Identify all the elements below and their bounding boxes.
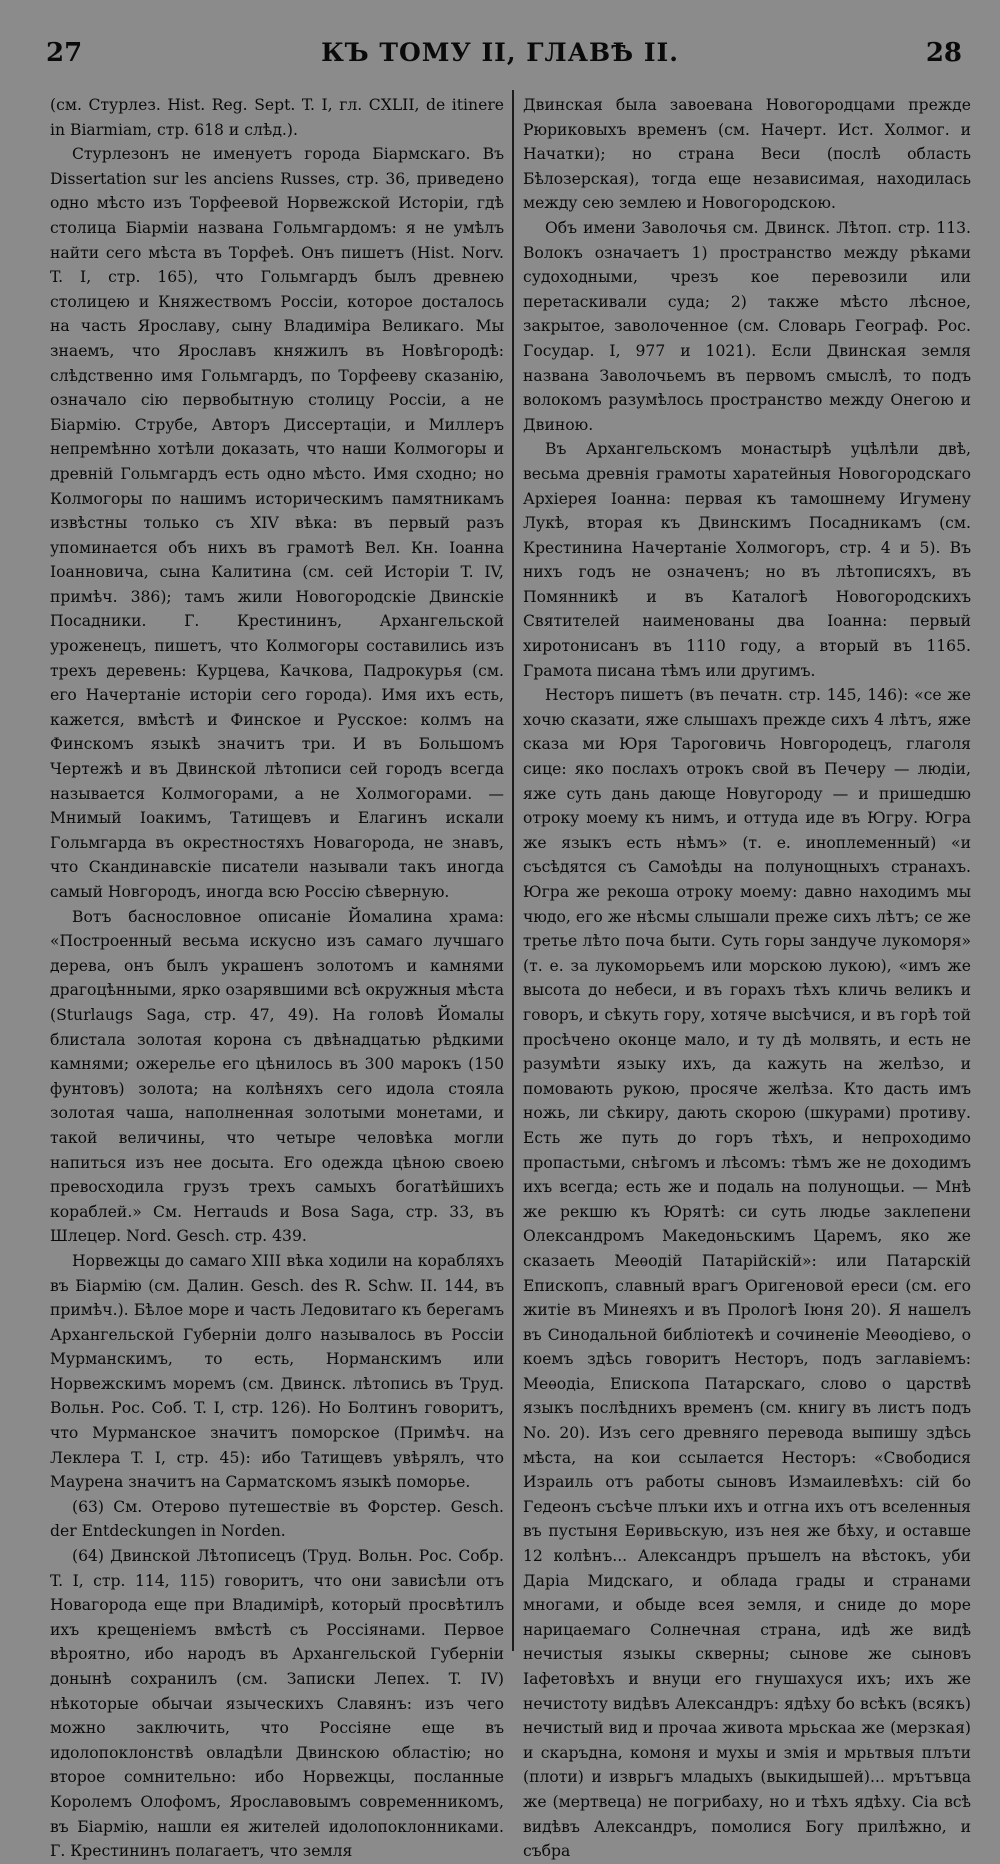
paragraph: Въ Архангельскомъ монастырѣ уцѣлѣли двѣ, весьма древнія грамоты харатейныя Новогородскаго Архіерея Іоанна: первая къ тамошнему Игумену Лукѣ, вторая къ Двинскимъ Посадникамъ (см. Крестинина Начертаніе Холмогоръ, стр. 4 и 5). Въ нихъ годъ не означенъ; но въ лѣтописяхъ, въ Помянникѣ и въ Каталогѣ Новогородскихъ Святителей наименованы два Іоанна: первый хиротонисанъ въ 1110 году, а вторый въ 1165. Грамота писана тѣмъ или другимъ.	[523, 440, 971, 680]
paragraph: (63) См. Отерово путешествіе въ Форстер. Gesch. der Entdeckungen in Norden.	[50, 1497, 504, 1541]
column-divider	[512, 90, 514, 1651]
page-number-right: 28	[925, 38, 962, 68]
paragraph: Объ имени Заволочья см. Двинск. Лѣтоп. стр. 113. Волокъ означаетъ 1) пространство между рѣками судоходными, чрезъ кое перевозили или перетаскивали суда; 2) также мѣсто лѣсное, закрытое, заволоченное (см. Словарь Географ. Рос. Государ. I, 977 и 1021). Если Двинская земля названа Заволочьемъ въ первомъ смыслѣ, то подъ волокомъ разумѣлось пространство между Онегою и Двиною.	[523, 218, 971, 434]
right-column	[523, 93, 971, 1861]
page-number-left: 27	[46, 38, 83, 68]
paragraph: Двинская была завоевана Новогородцами прежде Рюриковыхъ временъ (см. Начерт. Ист. Холмог. и Начатки); но страна Веси (послѣ область Бѣлозерская), тогда еще независимая, находилась между сею землею и Новогородскою.	[523, 96, 971, 213]
running-title: КЪ ТОМУ II, ГЛАВѢ II.	[321, 38, 679, 67]
paragraph: (64) Двинской Лѣтописецъ (Труд. Вольн. Рос. Собр. T. I, стр. 114, 115) говоритъ, что они зависѣли отъ Новагорода еще при Владимірѣ, который просвѣтилъ ихъ крещеніемъ вмѣстѣ съ Россіянами. Первое вѣроятно, ибо народъ въ Архангельской Губерніи донынѣ сохранилъ (см. Записки Лепех. T. IV) нѣкоторые обычаи языческихъ Славянъ: изъ чего можно заключить, что Россіяне еще въ идолопоклонствѣ овладѣли Двинскою областію; но второе сомнительно: ибо Норвежцы, посланные Королемъ Олофомъ, Ярославовымъ современникомъ, въ Біармію, нашли ея жителей идолопоклонниками. Г. Крестининъ полагаетъ, что земля	[50, 1547, 504, 1861]
paragraph: Норвежцы до самаго XIII вѣка ходили на корабляхъ въ Біармію (см. Далин. Gesch. des R. Schw. II. 144, въ примѣч.). Бѣлое море и часть Ледовитаго къ берегамъ Архангельской Губерніи долго называлось въ Россіи Мурманскимъ, то есть, Норманскимъ или Норвежскимъ моремъ (см. Двинск. лѣтопись въ Труд. Вольн. Рос. Соб. T. I, стр. 126). Но Болтинъ говоритъ, что Мурманское значитъ поморское (Примѣч. на Леклера T. I, стр. 45): ибо Татищевъ увѣрялъ, что Маурена значитъ на Сарматскомъ языкѣ поморье.	[50, 1251, 504, 1492]
paragraph: Вотъ баснословное описаніе Йомалина храма: «Построенный весьма искусно изъ самаго лучшаго дерева, онъ былъ украшенъ золотомъ и камнями драгоцѣнными, ярко озарявшими всѣ окружныя мѣста (Sturlaugs Saga, стр. 47, 49). На головѣ Йомалы блистала золотая корона съ двѣнадцатью рѣдкими камнями; ожерелье его цѣнилось въ 300 марокъ (150 фунтовъ) золота; на колѣняхъ сего идола стояла золотая чаша, наполненная золотыми монетами, и такой величины, что четыре человѣка могли напиться изъ нее досыта. Его одежда цѣною своею превосходила грузъ трехъ самыхъ богатѣйшихъ кораблей.» См. Herrauds и Bosa Saga, стр. 33, въ Шлецер. Nord. Gesch. стр. 439.	[50, 907, 504, 1246]
paragraph: Стурлезонъ не именуетъ города Біармскаго. Въ Dissertation sur les anciens Russes, стр. 36, приведено одно мѣсто изъ Торфеевой Норвежской Исторіи, гдѣ столица Біарміи названа Гольмгардомъ: я не умѣлъ найти сего мѣста въ Торфеѣ. Онъ пишетъ (Hist. Norv. T. I, стр. 165), что Гольмгардъ былъ древнею столицею и Княжествомъ Россіи, которое досталось на часть Ярославу, сыну Владиміра Великаго. Мы знаемъ, что Ярославъ княжилъ въ Новѣгородѣ: слѣдственно имя Гольмгардъ, по Торфееву сказанію, означало сію первобытную столицу Россіи, а не Біармію. Струбе, Авторъ Диссертаціи, и Миллеръ непремѣнно хотѣли доказать, что наши Колмогоры и древній Гольмгардъ есть одно мѣсто. Имя сходно; но Колмогоры по нашимъ историческимъ памятникамъ извѣстны только съ XIV вѣка: въ первый разъ упоминается объ нихъ въ грамотѣ Вел. Кн. Іоанна Іоанновича, сына Калитина (см. сей Исторіи T. IV, примѣч. 386); тамъ жили Новогородскіе Двинскіе Посадники. Г. Крестининъ, Архангельской уроженецъ, пишетъ, что Колмогоры составились изъ трехъ деревень: Курцева, Качкова, Падрокурья (см. его Начертаніе исторіи сего города). Имя ихъ есть, кажется, вмѣстѣ и Финское и Русское: колмъ на Финскомъ языкѣ значитъ три. И въ Большомъ Чертежѣ и въ Двинской лѣтописи сей городъ всегда называется Колмогорами, а не Холмогорами. — Мнимый Іоакимъ, Татищевъ и Елагинъ искали Гольмгарда въ окрестностяхъ Новагорода, не знавъ, что Скандинавскіе писатели называли такъ иногда самый Новгородъ, иногда всю Россію сѣверную.	[50, 145, 504, 901]
left-column	[50, 93, 504, 1861]
page-header	[0, 38, 1000, 78]
paragraph: (см. Стурлез. Hist. Reg. Sept. T. I, гл. CXLII, de itinere in Biarmiam, стр. 618 и слѣд.).	[50, 96, 504, 139]
paragraph: Несторъ пишетъ (въ печатн. стр. 145, 146): «се же хочю сказати, яже слышахъ прежде сихъ 4 лѣтъ, яже сказа ми Юря Тароговичь Новгородецъ, глаголя сице: яко послахъ отрокъ свой въ Печеру — людіи, яже суть дань дающе Новугороду — и пришедшю отроку моему къ нимъ, и оттуда иде въ Югру. Югра же языкъ есть нѣмъ» (т. е. иноплеменный) «и съсѣдятся съ Самоѣды на полунощныхъ странахъ. Югра же рекоша отроку моему: давно находимъ мы чюдо, его же нѣсмы слышали преже сихъ лѣтъ; се же третье лѣто поча быти. Суть горы зандуче лукоморя» (т. е. за лукоморьемъ или морскою лукою), «имъ же высота до небеси, и въ горахъ тѣхъ кличь великъ и говоръ, и сѣкуть гору, хотяче высѣчися, и въ горѣ той просѣчено оконце мало, и ту дѣ молвять, и есть не разумѣти языку ихъ, да кажуть на желѣзо, и помовають рукою, просяче желѣза. Кто дасть имъ ножь, ли сѣкиру, дають скорою (шкурами) противу. Есть же путь до горъ тѣхъ, и непроходимо пропастьми, снѣгомъ и лѣсомъ: тѣмъ же не доходимъ ихъ всегда; есть же и подаль на полунощьи. — Мнѣ же рекшю къ Юрятѣ: си суть людье заклепени Олександромъ Македоньскимъ Царемъ, яко же сказаеть Меѳодій Патарійскій»: или Патарскій Епископъ, славный врагъ Оригеновой ереси (см. его житіе въ Минеяхъ и въ Прологѣ Іюня 20). Я нашелъ въ Синодальной библіотекѣ и сочиненіе Меѳодіево, о коемъ здѣсь говоритъ Несторъ, подъ заглавіемъ: Меѳодіа, Епископа Патарскаго, слово о царствѣ языкъ послѣднихъ временъ (см. книгу въ листъ подъ No. 20). Изъ сего древняго перевода выпишу здѣсь мѣста, на кои ссылается Несторъ: «Свободися Израиль отъ работы сыновъ Измаилевѣхъ: сій бо Гедеонъ съсѣче плъки ихъ и отгна ихъ отъ вселенныя въ пустыня Еѳривьскую, изъ нея же бѣху, и оставше 12 колѣнъ... Александръ пръшелъ на вѣстокъ, уби Даріа Мидскаго, и облада грады и странами многами, и обыде всея земля, и сниде до море нарицаемаго Солнечная страна, идѣ же видѣ нечистыя языкы скверны; сынове же сыновъ Іафетовѣхъ и внуци его гнушахуся ихъ; ихъ же нечистоту видѣвъ Александръ: ядѣху бо всѣкъ (всякъ) нечистый вид и прочаа живота мрьскаа же (мерзкая) и скаръдна, комоня и мухы и змія и мрьтвыя плъти (плоти) и изврьгъ младыхъ (выкидышей)... мрътъвца же (мертвеца) не погрибаху, но и тѣхъ ядѣху. Сіа всѣ видѣвъ Александръ, помолися Богу прилѣжно, и събра	[523, 686, 971, 1861]
